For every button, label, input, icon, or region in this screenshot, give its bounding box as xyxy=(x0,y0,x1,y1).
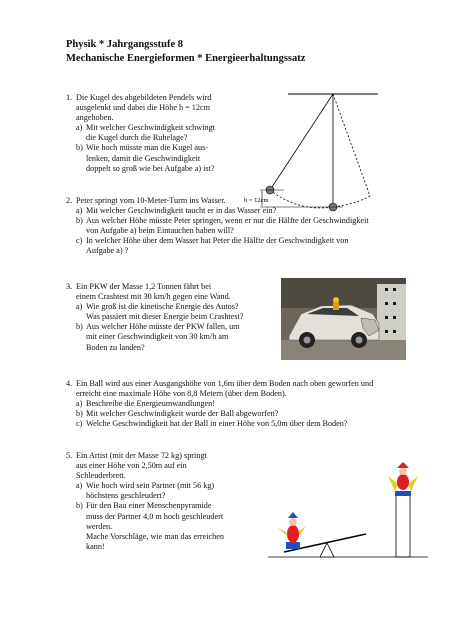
subtask-text: lenken, damit die Geschwindigkeit xyxy=(86,153,201,163)
crash-test-photo xyxy=(281,278,406,360)
subtask-text: Aus welcher Höhe müsste Peter springen, wenn er nur die Hälfte der Geschwindigkeit xyxy=(86,216,369,226)
task-text: Peter springt vom 10-Meter-Turm ins Wasser. xyxy=(76,196,226,205)
task-4 xyxy=(66,379,373,429)
subtask-text: Mache Vorschläge, wie man das erreichen xyxy=(86,531,224,541)
subtask-text: Beschreibe die Energieumwandlungen! xyxy=(86,399,215,409)
subtask-label: a) xyxy=(76,481,83,491)
task-number: 1. xyxy=(66,93,73,102)
subtask-text: die Kugel durch die Ruhelage? xyxy=(86,133,188,143)
subtask-text: Aus welcher Höhe müsste der PKW fallen, um xyxy=(86,322,240,332)
subtask-text: mit einer Geschwindigkeit von 30 km/h am xyxy=(86,332,229,342)
tower xyxy=(396,495,410,557)
subtask-label: b) xyxy=(76,409,83,419)
subtask-label: b) xyxy=(76,322,83,332)
task-text: einem Crashtest mit 30 km/h gegen eine Wand. xyxy=(76,292,231,302)
seesaw-illustration xyxy=(268,460,428,564)
subtask-label: a) xyxy=(76,123,83,133)
subtask-text: Welche Geschwindigkeit hat der Ball in einer Höhe von 5,0m über dem Boden? xyxy=(86,419,348,429)
task-number: 3. xyxy=(66,282,73,291)
task-number: 2. xyxy=(66,196,73,205)
subtask-text: Wie hoch wird sein Partner (mit 56 kg) xyxy=(86,481,215,491)
subtask-text: Wie hoch müsste man die Kugel aus- xyxy=(86,143,208,153)
task-2 xyxy=(66,196,369,257)
subtask-text: kann! xyxy=(86,541,105,551)
task-text: Ein Artist (mit der Masse 72 kg) springt xyxy=(76,451,207,460)
pendulum-string-left xyxy=(270,94,333,190)
pendulum-string-right xyxy=(333,94,370,196)
subtask-text: Mit welcher Geschwindigkeit taucht er in das Wasser ein? xyxy=(86,206,277,216)
subtask-text: von Aufgabe a) beim Eintauchen haben will? xyxy=(86,226,234,236)
subtask-label: a) xyxy=(76,399,83,409)
subtask-label: a) xyxy=(76,302,83,312)
subtask-text: doppelt so groß wie bei Aufgabe a) ist? xyxy=(86,163,215,173)
task-1 xyxy=(66,93,215,174)
subtask-label: a) xyxy=(76,206,83,216)
subtask-text: muss der Partner 4,0 m hoch geschleudert xyxy=(86,511,224,521)
seesaw-pivot xyxy=(320,543,334,557)
subtask-text: Wie groß ist die kinetische Energie des Autos? xyxy=(86,302,239,312)
subtask-text: Mit welcher Geschwindigkeit wurde der Ball abgeworfen? xyxy=(86,409,279,419)
subtask-text: Für den Bau einer Menschenpyramide xyxy=(86,501,212,511)
task-number: 5. xyxy=(66,451,73,460)
subtask-label: c) xyxy=(76,236,83,246)
height-label: h = 12cm xyxy=(244,197,269,204)
task-text: Ein PKW der Masse 1,2 Tonnen fährt bei xyxy=(76,282,212,291)
subtask-text: Mit welcher Geschwindigkeit schwingt xyxy=(86,123,215,133)
task-text: erreicht eine maximale Höhe von 8,8 Metern (über dem Boden). xyxy=(76,389,287,399)
task-text: Ein Ball wird aus einer Ausgangshöhe von 1,6m über dem Boden nach oben geworfen und xyxy=(76,379,374,388)
subtask-label: b) xyxy=(76,216,83,226)
task-text: angehoben. xyxy=(76,113,114,123)
task-number: 4. xyxy=(66,379,73,388)
header-line-1: Physik * Jahrgangsstufe 8 xyxy=(66,39,183,50)
subtask-text: höchstens geschleudert? xyxy=(86,491,166,501)
subtask-label: b) xyxy=(76,143,83,153)
subtask-text: Was passiert mit dieser Energie beim Crashtest? xyxy=(86,312,244,322)
acrobat-on-tower xyxy=(388,462,418,496)
subtask-text: In welcher Höhe über dem Wasser hat Peter die Hälfte der Geschwindigkeit von xyxy=(86,236,349,246)
subtask-text: Boden zu landen? xyxy=(86,342,145,352)
task-text: ausgelenkt und dabei die Höhe h = 12cm xyxy=(76,103,210,113)
partner-acrobat xyxy=(278,512,306,549)
task-text: Schleuderbrett. xyxy=(76,471,126,481)
task-5 xyxy=(66,451,224,552)
header-line-2: Mechanische Energieformen * Energieerhaltungssatz xyxy=(66,53,306,64)
subtask-text: Aufgabe a) ? xyxy=(86,246,129,256)
task-text: aus einer Höhe von 2,50m auf ein xyxy=(76,461,187,471)
task-text: Die Kugel des abgebildeten Pendels wird xyxy=(76,93,212,102)
subtask-text: werden. xyxy=(86,521,113,531)
task-3 xyxy=(66,282,243,353)
subtask-label: b) xyxy=(76,501,83,511)
subtask-label: c) xyxy=(76,419,83,429)
